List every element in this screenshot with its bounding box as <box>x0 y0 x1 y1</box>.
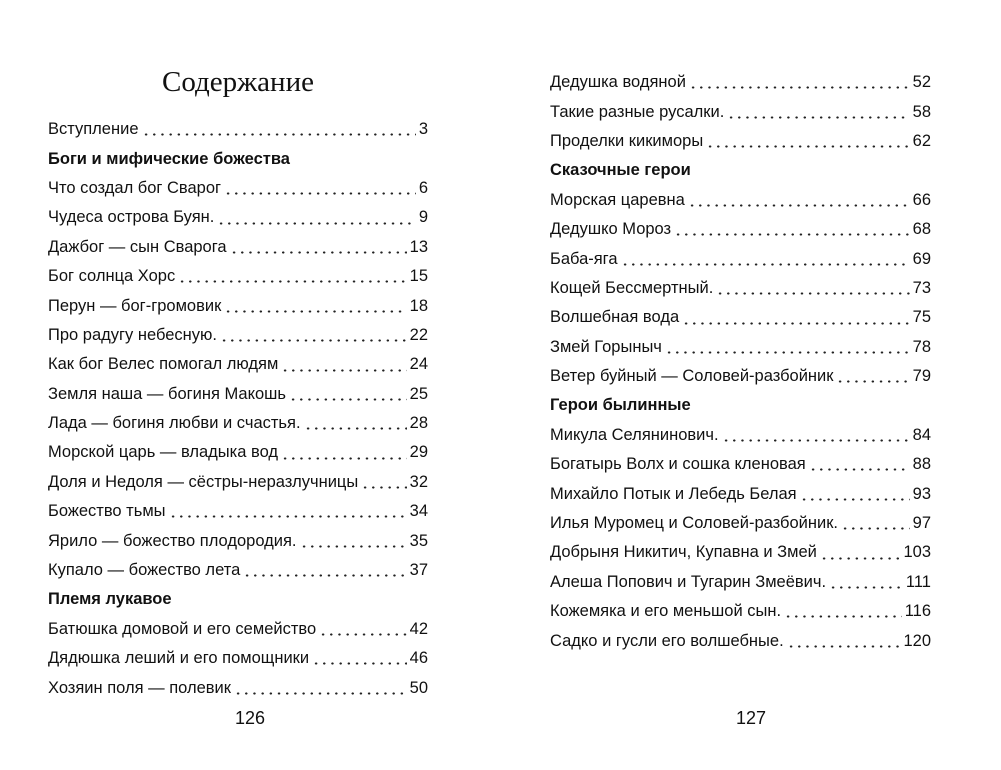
toc-entry <box>550 215 931 244</box>
entry-page-number: 42 <box>409 619 428 638</box>
section-title: Племя лукавое <box>48 590 172 609</box>
section-title: Герои былинные <box>550 396 691 415</box>
entry-page-number: 97 <box>912 514 931 533</box>
entry-title: Морская царевна <box>550 190 685 209</box>
toc-entry <box>550 538 931 567</box>
toc-entry <box>550 303 931 332</box>
dot-leader <box>706 145 909 148</box>
entry-title: Михайло Потык и Лебедь Белая <box>550 484 797 503</box>
toc-entry <box>48 526 428 555</box>
entry-title: Алеша Попович и Тугарин Змеёвич. <box>550 572 827 591</box>
dot-leader <box>243 574 406 577</box>
entry-title: Перун — бог-громовик <box>48 296 222 315</box>
dot-leader <box>234 692 407 695</box>
contents-title: Содержание <box>162 66 314 98</box>
dot-leader <box>809 468 910 471</box>
entry-title: Волшебная вода <box>550 308 680 327</box>
dot-leader <box>281 369 406 372</box>
toc-entry <box>48 644 428 673</box>
dot-leader <box>319 633 406 636</box>
entry-page-number: 22 <box>409 325 428 344</box>
section-title: Сказочные герои <box>550 161 691 180</box>
entry-title: Дядюшка леший и его помощники <box>48 649 310 668</box>
toc-entry <box>550 127 931 156</box>
toc-entry <box>48 409 428 438</box>
toc-entry <box>48 673 428 702</box>
entry-page-number: 34 <box>409 502 428 521</box>
entry-page-number: 25 <box>409 384 428 403</box>
toc-entry <box>550 333 931 362</box>
dot-leader <box>841 527 910 530</box>
toc-entry <box>48 233 428 262</box>
dot-leader <box>829 586 903 589</box>
entry-title: Бог солнца Хорс <box>48 267 176 286</box>
dot-leader <box>688 204 910 207</box>
entry-title: Садко и гусли его волшебные. <box>550 631 784 650</box>
entry-title: Дажбог — сын Сварога <box>48 237 227 256</box>
entry-page-number: 69 <box>912 249 931 268</box>
dot-leader <box>142 133 416 136</box>
dot-leader <box>224 310 406 313</box>
toc-entry <box>550 68 931 97</box>
entry-title: Ветер буйный — Соловей-разбойник <box>550 367 834 386</box>
right-page <box>550 0 931 770</box>
entry-page-number: 68 <box>912 220 931 239</box>
toc-entry <box>48 438 428 467</box>
entry-page-number: 84 <box>912 425 931 444</box>
toc-list-right <box>550 68 931 656</box>
entry-page-number: 46 <box>409 649 428 668</box>
entry-page-number: 24 <box>409 355 428 374</box>
dot-leader <box>787 645 901 648</box>
page-number-right: 127 <box>735 708 767 728</box>
entry-title: Богатырь Волх и сошка кленовая <box>550 455 806 474</box>
dot-leader <box>281 457 407 460</box>
toc-entry <box>550 97 931 126</box>
entry-title: Микула Селянинович. <box>550 425 719 444</box>
toc-entry <box>550 479 931 508</box>
entry-title: Хозяин поля — полевик <box>48 678 231 697</box>
entry-page-number: 9 <box>418 208 428 227</box>
toc-entry <box>48 350 428 379</box>
toc-entry <box>48 203 428 232</box>
entry-title: Лада — богиня любви и счастья. <box>48 414 301 433</box>
toc-entry <box>48 174 428 203</box>
entry-title: Вступление <box>48 120 139 139</box>
toc-entry <box>48 115 428 144</box>
dot-leader <box>304 427 407 430</box>
dot-leader <box>722 439 910 442</box>
entry-title: Змей Горыныч <box>550 337 662 356</box>
toc-list-left <box>48 115 428 703</box>
dot-leader <box>224 192 416 195</box>
entry-page-number: 29 <box>409 443 428 462</box>
toc-entry <box>48 321 428 350</box>
entry-title: Купало — божество лета <box>48 561 241 580</box>
entry-title: Дедушко Мороз <box>550 220 672 239</box>
entry-page-number: 73 <box>912 278 931 297</box>
dot-leader <box>820 557 901 560</box>
toc-entry <box>48 615 428 644</box>
dot-leader <box>665 351 910 354</box>
dot-leader <box>836 380 909 383</box>
entry-page-number: 50 <box>409 678 428 697</box>
entry-page-number: 79 <box>912 367 931 386</box>
toc-section-heading <box>550 156 931 185</box>
entry-title: Чудеса острова Буян. <box>48 208 215 227</box>
entry-title: Что создал бог Сварог <box>48 178 222 197</box>
entry-title: Кощей Бессмертный. <box>550 278 714 297</box>
entry-page-number: 3 <box>418 120 428 139</box>
dot-leader <box>621 263 910 266</box>
toc-entry <box>550 362 931 391</box>
toc-section-heading <box>48 585 428 614</box>
entry-title: Божество тьмы <box>48 502 166 521</box>
dot-leader <box>220 339 407 342</box>
entry-page-number: 35 <box>409 531 428 550</box>
page-number-left: 126 <box>234 708 266 728</box>
entry-title: Дедушка водяной <box>550 73 686 92</box>
entry-title: Батюшка домовой и его семейство <box>48 619 317 638</box>
toc-entry <box>550 568 931 597</box>
entry-title: Ярило — божество плодородия. <box>48 531 297 550</box>
dot-leader <box>217 222 415 225</box>
dot-leader <box>289 398 407 401</box>
entry-title: Такие разные русалки. <box>550 102 725 121</box>
toc-section-heading <box>550 391 931 420</box>
entry-page-number: 120 <box>903 631 931 650</box>
entry-page-number: 103 <box>903 543 931 562</box>
entry-page-number: 13 <box>409 237 428 256</box>
entry-page-number: 93 <box>912 484 931 503</box>
entry-page-number: 78 <box>912 337 931 356</box>
toc-section-heading <box>48 144 428 173</box>
entry-title: Баба-яга <box>550 249 618 268</box>
entry-title: Земля наша — богиня Макошь <box>48 384 287 403</box>
toc-entry <box>550 597 931 626</box>
entry-page-number: 66 <box>912 190 931 209</box>
toc-entry <box>48 262 428 291</box>
entry-title: Добрыня Никитич, Купавна и Змей <box>550 543 817 562</box>
dot-leader <box>300 545 407 548</box>
entry-page-number: 15 <box>409 267 428 286</box>
dot-leader <box>800 498 910 501</box>
left-page <box>48 0 428 770</box>
entry-page-number: 52 <box>912 73 931 92</box>
dot-leader <box>230 251 407 254</box>
toc-entry <box>48 556 428 585</box>
toc-entry <box>550 450 931 479</box>
entry-page-number: 116 <box>904 602 931 621</box>
entry-page-number: 32 <box>409 472 428 491</box>
entry-title: Доля и Недоля — сёстры-неразлучницы <box>48 472 359 491</box>
toc-entry <box>48 380 428 409</box>
toc-entry <box>550 509 931 538</box>
entry-page-number: 88 <box>912 455 931 474</box>
dot-leader <box>178 280 406 283</box>
section-title: Боги и мифические божества <box>48 149 290 168</box>
dot-leader <box>727 116 909 119</box>
entry-page-number: 75 <box>912 308 931 327</box>
entry-page-number: 37 <box>409 561 428 580</box>
dot-leader <box>682 322 910 325</box>
dot-leader <box>169 515 407 518</box>
entry-page-number: 28 <box>409 414 428 433</box>
entry-title: Как бог Велес помогал людям <box>48 355 279 374</box>
entry-page-number: 58 <box>912 102 931 121</box>
entry-page-number: 6 <box>418 178 428 197</box>
dot-leader <box>674 233 910 236</box>
dot-leader <box>716 292 909 295</box>
toc-entry <box>48 291 428 320</box>
dot-leader <box>361 486 406 489</box>
toc-entry <box>550 244 931 273</box>
toc-entry <box>550 626 931 655</box>
entry-page-number: 18 <box>409 296 428 315</box>
toc-entry <box>48 468 428 497</box>
dot-leader <box>689 86 910 89</box>
entry-title: Проделки кикиморы <box>550 131 704 150</box>
entry-title: Про радугу небесную. <box>48 325 217 344</box>
entry-page-number: 62 <box>912 131 931 150</box>
dot-leader <box>312 662 407 665</box>
entry-title: Морской царь — владыка вод <box>48 443 279 462</box>
toc-entry <box>48 497 428 526</box>
entry-title: Илья Муромец и Соловей-разбойник. <box>550 514 839 533</box>
entry-page-number: 111 <box>905 572 931 591</box>
toc-entry <box>550 186 931 215</box>
entry-title: Кожемяка и его меньшой сын. <box>550 602 782 621</box>
dot-leader <box>784 615 902 618</box>
toc-entry <box>550 274 931 303</box>
toc-entry <box>550 421 931 450</box>
